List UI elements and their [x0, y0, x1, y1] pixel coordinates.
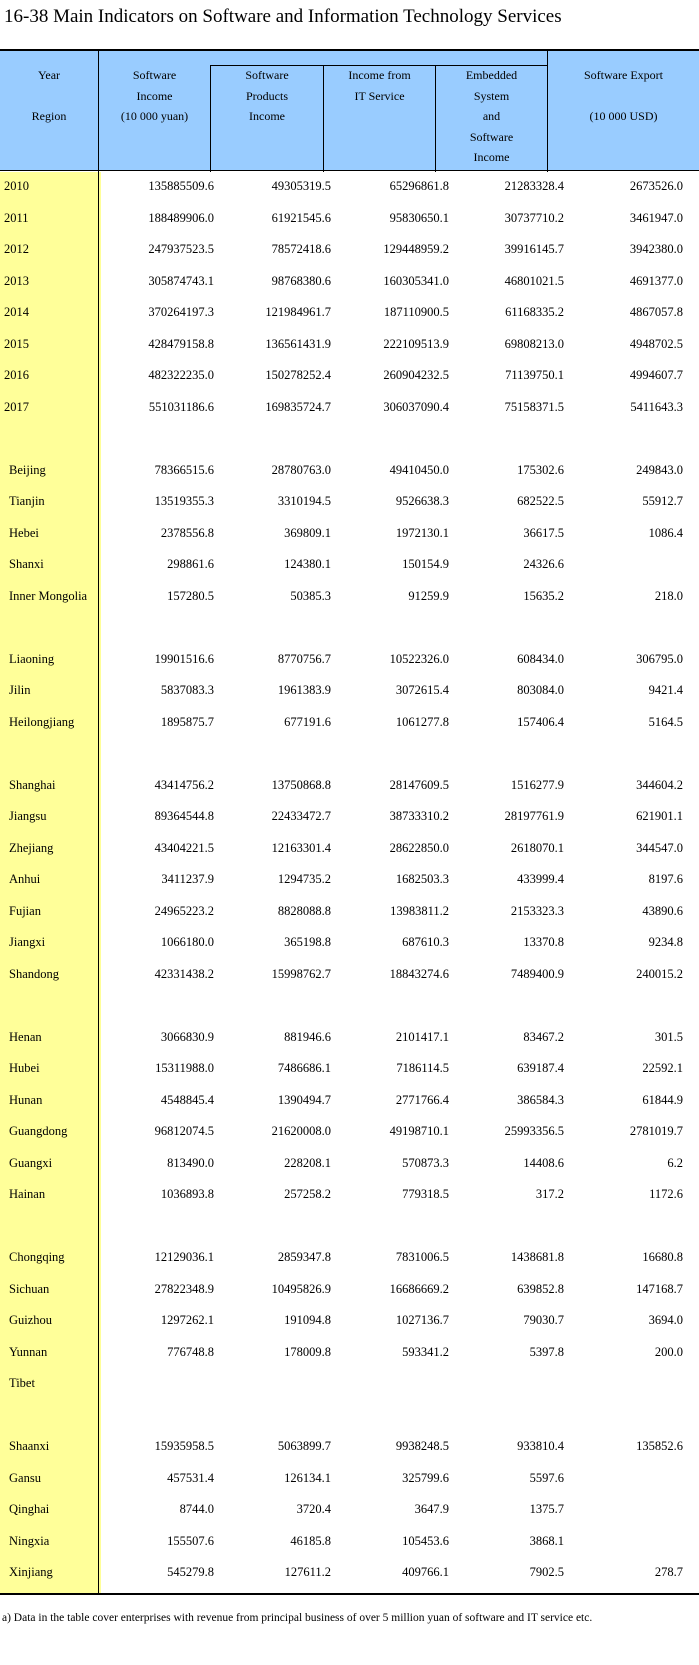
cell-embedded-income: 15635.2 [523, 588, 564, 603]
cell-products-income: 881946.6 [284, 1029, 331, 1044]
cell-it-service-income: 65296861.8 [389, 179, 449, 193]
cell-products-income: 15998762.7 [271, 966, 331, 981]
cell-software-export: 3942380.0 [629, 242, 683, 256]
cell-software-income: 78366515.6 [154, 462, 214, 477]
cell-embedded-income: 14408.6 [523, 1155, 564, 1170]
header-divider [435, 65, 436, 172]
table-row [0, 834, 699, 866]
table-row [0, 1338, 699, 1370]
cell-software-income: 1066180.0 [160, 935, 214, 949]
cell-products-income: 8770756.7 [277, 651, 331, 666]
cell-software-export: 4948702.5 [629, 336, 683, 351]
cell-it-service-income: 9526638.3 [395, 494, 449, 508]
cell-software-income: 19901516.6 [154, 651, 214, 666]
cell-software-income: 15935958.5 [154, 1439, 214, 1453]
cell-embedded-income: 7902.5 [529, 1565, 564, 1579]
table-row [0, 1086, 699, 1118]
cell-products-income: 5063899.7 [277, 1439, 331, 1453]
cell-embedded-income: 71139750.1 [505, 368, 564, 382]
cell-embedded-income: 36617.5 [523, 525, 564, 540]
cell-it-service-income: 1061277.8 [395, 714, 449, 729]
cell-software-export: 3461947.0 [629, 210, 683, 225]
header-span-line [210, 65, 547, 66]
cell-it-service-income: 150154.9 [402, 557, 449, 571]
cell-embedded-income: 83467.2 [523, 1029, 564, 1044]
cell-region: Jiangsu [9, 809, 47, 823]
cell-software-income: 155507.6 [167, 1533, 214, 1548]
table-row [0, 519, 699, 551]
cell-software-export: 147168.7 [636, 1281, 683, 1296]
cell-products-income: 191094.8 [284, 1313, 331, 1327]
header-software-products-income: Software Products Income [245, 68, 289, 123]
cell-embedded-income: 157406.4 [517, 714, 564, 729]
cell-software-income: 15311988.0 [155, 1061, 214, 1075]
cell-software-income: 43404221.5 [154, 840, 214, 855]
cell-it-service-income: 7186114.5 [396, 1061, 449, 1075]
cell-software-export: 621901.1 [636, 809, 683, 823]
cell-embedded-income: 639187.4 [517, 1061, 564, 1075]
table-row [0, 676, 699, 708]
header-it-service-income: Income from IT Service [348, 68, 411, 103]
cell-region: Tianjin [9, 494, 45, 508]
cell-software-income: 428479158.8 [148, 336, 214, 351]
header-divider [323, 65, 324, 172]
cell-software-income: 3066830.9 [160, 1029, 214, 1044]
table-row [0, 298, 699, 330]
cell-software-export: 4867057.8 [629, 305, 683, 319]
cell-embedded-income: 608434.0 [517, 651, 564, 666]
cell-software-income: 482322235.0 [148, 368, 214, 382]
header-region: Year Region [31, 68, 67, 123]
table-row [0, 960, 699, 992]
cell-region: Yunnan [9, 1344, 48, 1359]
cell-it-service-income: 325799.6 [402, 1470, 449, 1485]
table-row [0, 361, 699, 393]
table-row [0, 1558, 699, 1590]
table-row [0, 1495, 699, 1527]
cell-embedded-income: 1375.7 [529, 1502, 564, 1516]
cell-products-income: 7486686.1 [277, 1061, 331, 1075]
cell-software-income: 2378556.8 [160, 525, 214, 540]
header-software-export: Software Export (10 000 USD) [584, 68, 663, 123]
cell-it-service-income: 687610.3 [402, 935, 449, 949]
cell-it-service-income: 9938248.5 [395, 1439, 449, 1453]
table-row [0, 1369, 699, 1401]
cell-software-export: 4994607.7 [629, 368, 683, 382]
cell-embedded-income: 3868.1 [529, 1533, 564, 1548]
cell-software-export: 8197.6 [648, 872, 683, 886]
cell-software-export: 1172.6 [649, 1187, 683, 1201]
cell-region: Xinjiang [9, 1565, 53, 1579]
cell-products-income: 61921545.6 [271, 210, 331, 225]
cell-region: Qinghai [9, 1502, 50, 1516]
cell-products-income: 677191.6 [284, 714, 331, 729]
cell-it-service-income: 7831006.5 [395, 1250, 449, 1264]
cell-embedded-income: 5597.6 [529, 1470, 564, 1485]
cell-software-export: 306795.0 [636, 651, 683, 666]
cell-embedded-income: 803084.0 [517, 683, 564, 697]
cell-software-income: 551031186.6 [148, 399, 214, 414]
cell-region: 2013 [4, 273, 29, 288]
cell-products-income: 1294735.2 [277, 872, 331, 886]
cell-it-service-income: 16686669.2 [389, 1281, 449, 1296]
cell-products-income: 28780763.0 [271, 462, 331, 477]
table-row [0, 1149, 699, 1181]
cell-software-export: 301.5 [654, 1029, 683, 1044]
cell-it-service-income: 91259.9 [408, 588, 449, 603]
cell-software-income: 96812074.5 [154, 1124, 214, 1138]
cell-embedded-income: 79030.7 [523, 1313, 564, 1327]
cell-software-export: 1086.4 [648, 525, 683, 540]
cell-embedded-income: 39916145.7 [504, 242, 564, 256]
table-row [0, 487, 699, 519]
cell-products-income: 3720.4 [296, 1502, 331, 1516]
cell-embedded-income: 1438681.8 [510, 1250, 564, 1264]
cell-software-income: 457531.4 [167, 1470, 214, 1485]
cell-region: Ningxia [9, 1533, 50, 1548]
cell-software-export: 5164.5 [648, 714, 683, 729]
cell-software-income: 370264197.3 [148, 305, 214, 319]
cell-region: Sichuan [9, 1281, 50, 1296]
cell-it-service-income: 2101417.1 [395, 1029, 449, 1044]
cell-region: 2014 [4, 305, 29, 319]
cell-software-income: 247937523.5 [148, 242, 214, 256]
cell-software-export: 344547.0 [636, 840, 683, 855]
cell-region: Shandong [9, 966, 59, 981]
cell-products-income: 365198.8 [284, 935, 331, 949]
header-divider [547, 51, 548, 172]
table-row [0, 330, 699, 362]
cell-embedded-income: 933810.4 [517, 1439, 564, 1453]
cell-products-income: 10495826.9 [271, 1281, 331, 1296]
cell-software-income: 1297262.1 [160, 1313, 214, 1327]
cell-products-income: 228208.1 [284, 1155, 331, 1170]
cell-it-service-income: 49410450.0 [389, 462, 449, 477]
cell-products-income: 8828088.8 [277, 903, 331, 918]
cell-region: 2012 [4, 242, 29, 256]
cell-products-income: 46185.8 [290, 1533, 331, 1548]
cell-region: Zhejiang [9, 840, 54, 855]
cell-embedded-income: 69808213.0 [504, 336, 564, 351]
table-header [0, 51, 699, 171]
header-divider [98, 51, 99, 172]
cell-software-income: 24965223.2 [154, 903, 214, 918]
table-row [0, 204, 699, 236]
cell-embedded-income: 28197761.9 [504, 809, 564, 823]
table-row [0, 1527, 699, 1559]
cell-software-export: 135852.6 [636, 1439, 683, 1453]
cell-products-income: 121984961.7 [265, 305, 331, 319]
spacer-row [0, 739, 699, 771]
header-divider [210, 65, 211, 172]
cell-region: Inner Mongolia [9, 588, 88, 603]
cell-software-export: 2673526.0 [629, 179, 683, 193]
cell-products-income: 257258.2 [284, 1187, 331, 1201]
table-row [0, 267, 699, 299]
table-row [0, 1117, 699, 1149]
table-row [0, 1023, 699, 1055]
cell-software-income: 305874743.1 [148, 273, 214, 288]
cell-it-service-income: 2771766.4 [395, 1092, 449, 1107]
table-row [0, 645, 699, 677]
cell-embedded-income: 433999.4 [517, 872, 564, 886]
cell-software-income: 3411237.9 [161, 872, 214, 886]
page-title: 16-38 Main Indicators on Software and Information Technology Services [4, 6, 562, 27]
cell-region: Fujian [9, 903, 41, 918]
cell-it-service-income: 779318.5 [402, 1187, 449, 1201]
cell-region: Shaanxi [9, 1439, 50, 1453]
header-embedded-income: Embedded System and Software Income [465, 68, 518, 164]
cell-it-service-income: 3647.9 [414, 1502, 449, 1516]
cell-it-service-income: 1972130.1 [395, 525, 449, 540]
cell-products-income: 150278252.4 [265, 368, 331, 382]
cell-products-income: 369809.1 [284, 525, 331, 540]
cell-region: Tibet [9, 1376, 35, 1390]
cell-software-income: 89364544.8 [154, 809, 214, 823]
table-row [0, 1464, 699, 1496]
cell-embedded-income: 25993356.5 [504, 1124, 564, 1138]
cell-embedded-income: 75158371.5 [504, 399, 564, 414]
cell-software-export: 240015.2 [636, 966, 683, 981]
cell-region: Shanxi [9, 557, 44, 571]
cell-it-service-income: 49198710.1 [389, 1124, 449, 1138]
cell-it-service-income: 593341.2 [402, 1344, 449, 1359]
table-row [0, 1432, 699, 1464]
cell-region: Guizhou [9, 1313, 53, 1327]
cell-software-export: 22592.1 [642, 1061, 683, 1075]
spacer-row [0, 424, 699, 456]
cell-it-service-income: 10522326.0 [389, 651, 449, 666]
cell-region: Guangdong [9, 1124, 68, 1138]
cell-products-income: 3310194.5 [277, 494, 331, 508]
cell-software-export: 278.7 [654, 1565, 683, 1579]
cell-region: Gansu [9, 1470, 41, 1485]
cell-it-service-income: 260904232.5 [383, 368, 449, 382]
cell-software-export: 2781019.7 [629, 1124, 683, 1138]
cell-region: Henan [9, 1029, 42, 1044]
cell-software-export: 344604.2 [636, 777, 683, 792]
cell-products-income: 124380.1 [284, 557, 331, 571]
cell-embedded-income: 13370.8 [523, 935, 564, 949]
cell-region: 2017 [4, 399, 29, 414]
cell-it-service-income: 28622850.0 [389, 840, 449, 855]
header-software-income: Software Income (10 000 yuan) [120, 68, 189, 123]
cell-embedded-income: 2618070.1 [510, 840, 564, 855]
cell-region: Hebei [9, 525, 39, 540]
cell-products-income: 13750868.8 [271, 777, 331, 792]
cell-it-service-income: 28147609.5 [389, 777, 449, 792]
cell-region: 2015 [4, 336, 29, 351]
table-row [0, 172, 699, 204]
cell-it-service-income: 160305341.0 [383, 273, 449, 288]
cell-software-income: 1895875.7 [160, 714, 214, 729]
cell-embedded-income: 317.2 [535, 1187, 564, 1201]
cell-embedded-income: 24326.6 [523, 557, 564, 571]
cell-software-export: 55912.7 [642, 494, 683, 508]
table-row [0, 802, 699, 834]
cell-it-service-income: 1027136.7 [395, 1313, 449, 1327]
cell-it-service-income: 13983811.2 [390, 903, 449, 918]
cell-products-income: 169835724.7 [265, 399, 331, 414]
cell-embedded-income: 61168335.2 [505, 305, 564, 319]
cell-software-income: 13519355.3 [154, 494, 214, 508]
cell-products-income: 1961383.9 [277, 683, 331, 697]
table-row [0, 928, 699, 960]
cell-embedded-income: 7489400.9 [510, 966, 564, 981]
table-row [0, 550, 699, 582]
cell-software-export: 4691377.0 [629, 273, 683, 288]
table-row [0, 235, 699, 267]
cell-embedded-income: 30737710.2 [504, 210, 564, 225]
cell-software-income: 188489906.0 [148, 210, 214, 225]
cell-software-income: 298861.6 [167, 557, 214, 571]
cell-products-income: 126134.1 [284, 1470, 331, 1485]
cell-products-income: 178009.8 [284, 1344, 331, 1359]
table-row [0, 1306, 699, 1338]
cell-software-income: 1036893.8 [160, 1187, 214, 1201]
cell-software-export: 5411643.3 [630, 399, 683, 414]
table-row [0, 708, 699, 740]
cell-products-income: 2859347.8 [277, 1250, 331, 1264]
spacer-row [0, 991, 699, 1023]
cell-region: 2011 [4, 210, 29, 225]
cell-software-income: 545279.8 [167, 1565, 214, 1579]
cell-products-income: 1390494.7 [277, 1092, 331, 1107]
cell-region: Liaoning [9, 651, 55, 666]
cell-software-export: 249843.0 [636, 462, 683, 477]
cell-software-income: 157280.5 [167, 588, 214, 603]
cell-software-export: 6.2 [667, 1155, 683, 1170]
cell-products-income: 12163301.4 [271, 840, 331, 855]
cell-products-income: 136561431.9 [265, 336, 331, 351]
cell-region: Heilongjiang [9, 714, 75, 729]
cell-region: Shanghai [9, 777, 56, 792]
table-row [0, 771, 699, 803]
cell-software-export: 200.0 [654, 1344, 683, 1359]
cell-it-service-income: 187110900.5 [383, 305, 449, 319]
cell-it-service-income: 3072615.4 [395, 683, 449, 697]
cell-software-export: 9234.8 [648, 935, 683, 949]
cell-region: Anhui [9, 872, 41, 886]
cell-software-income: 8744.0 [179, 1502, 214, 1516]
cell-region: Jilin [9, 683, 31, 697]
table-row [0, 1275, 699, 1307]
cell-region: Hubei [9, 1061, 40, 1075]
table-body [0, 172, 699, 1590]
cell-it-service-income: 1682503.3 [395, 872, 449, 886]
cell-it-service-income: 38733310.2 [389, 809, 449, 823]
cell-region: Chongqing [9, 1250, 65, 1264]
cell-it-service-income: 18843274.6 [389, 966, 449, 981]
cell-it-service-income: 129448959.2 [383, 242, 449, 256]
cell-it-service-income: 95830650.1 [389, 210, 449, 225]
cell-software-export: 16680.8 [642, 1250, 683, 1264]
cell-software-export: 9421.4 [648, 683, 683, 697]
table-row [0, 1180, 699, 1212]
cell-embedded-income: 2153323.3 [510, 903, 564, 918]
cell-embedded-income: 682522.5 [517, 494, 564, 508]
cell-region: 2010 [4, 179, 29, 193]
cell-region: Guangxi [9, 1155, 53, 1170]
table-row [0, 1054, 699, 1086]
cell-region: 2016 [4, 368, 29, 382]
cell-it-service-income: 105453.6 [402, 1533, 449, 1548]
cell-software-income: 135885509.6 [148, 179, 214, 193]
cell-products-income: 98768380.6 [271, 273, 331, 288]
cell-products-income: 21620008.0 [271, 1124, 331, 1138]
cell-region: Beijing [9, 462, 46, 477]
cell-region: Hunan [9, 1092, 43, 1107]
cell-region: Jiangxi [9, 935, 46, 949]
cell-it-service-income: 306037090.4 [383, 399, 449, 414]
cell-software-income: 27822348.9 [154, 1281, 214, 1296]
cell-software-income: 776748.8 [167, 1344, 214, 1359]
cell-it-service-income: 570873.3 [402, 1155, 449, 1170]
table-row [0, 582, 699, 614]
cell-embedded-income: 46801021.5 [504, 273, 564, 288]
table-row [0, 865, 699, 897]
cell-software-income: 4548845.4 [160, 1092, 214, 1107]
cell-embedded-income: 1516277.9 [510, 777, 564, 792]
spacer-row [0, 1401, 699, 1433]
cell-embedded-income: 386584.3 [517, 1092, 564, 1107]
spacer-row [0, 613, 699, 645]
cell-software-export: 3694.0 [648, 1313, 683, 1327]
cell-products-income: 49305319.5 [271, 179, 331, 193]
cell-software-income: 43414756.2 [154, 777, 214, 792]
cell-products-income: 78572418.6 [271, 242, 331, 256]
cell-software-income: 12129036.1 [154, 1250, 214, 1264]
cell-software-export: 218.0 [654, 588, 683, 603]
table-row [0, 1243, 699, 1275]
cell-embedded-income: 21283328.4 [504, 179, 564, 193]
footnote: a) Data in the table cover enterprises with revenue from principal business of over 5 million yuan of software and IT service etc. [2, 1612, 593, 1624]
cell-software-income: 813490.0 [167, 1155, 214, 1170]
cell-software-income: 42331438.2 [154, 966, 214, 981]
cell-embedded-income: 175302.6 [517, 462, 564, 477]
cell-software-export: 61844.9 [642, 1092, 683, 1107]
cell-embedded-income: 5397.8 [529, 1344, 564, 1359]
cell-software-export: 43890.6 [642, 903, 683, 918]
cell-products-income: 127611.2 [284, 1565, 331, 1579]
cell-software-income: 5837083.3 [160, 683, 214, 697]
cell-region: Hainan [9, 1187, 46, 1201]
spacer-row [0, 1212, 699, 1244]
table-row [0, 897, 699, 929]
cell-products-income: 22433472.7 [271, 809, 331, 823]
bottom-rule [0, 1593, 699, 1595]
cell-it-service-income: 222109513.9 [383, 336, 449, 351]
cell-it-service-income: 409766.1 [402, 1565, 449, 1579]
table-row [0, 456, 699, 488]
cell-products-income: 50385.3 [290, 588, 331, 603]
table-row [0, 393, 699, 425]
cell-embedded-income: 639852.8 [517, 1281, 564, 1296]
